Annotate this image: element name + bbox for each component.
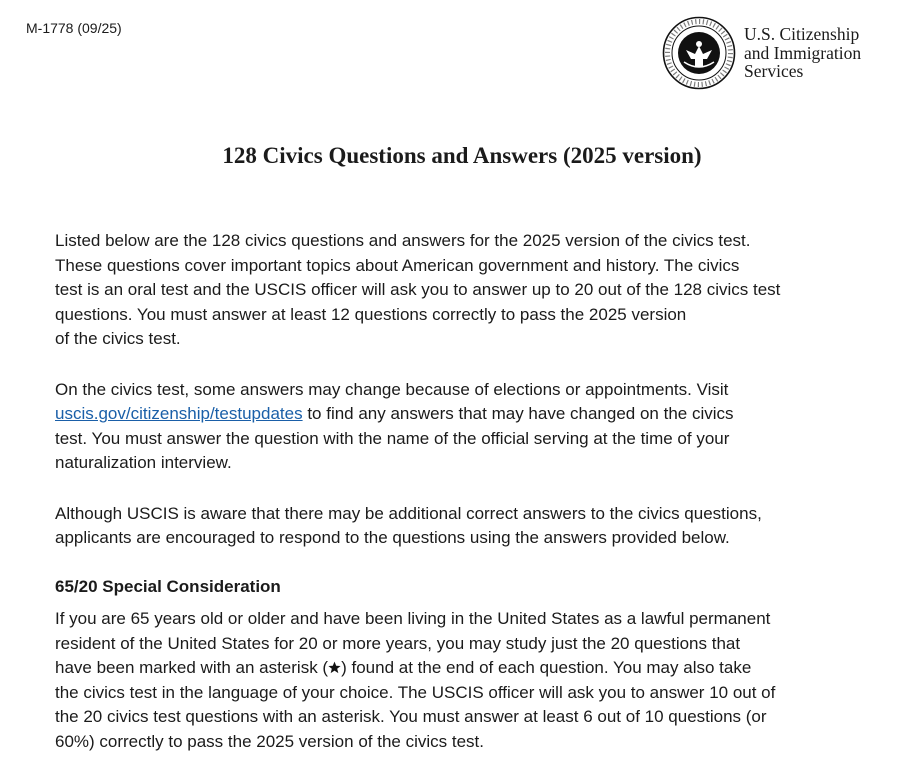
- test-updates-link[interactable]: uscis.gov/citizenship/testupdates: [55, 404, 303, 423]
- additional-line: applicants are encouraged to respond to the questions using the answers provided below.: [55, 528, 730, 547]
- special-line-suffix: ) found at the end of each question. You may also take: [341, 658, 752, 677]
- updates-line: On the civics test, some answers may change because of elections or appointments. Visit: [55, 379, 729, 399]
- updates-line: test. You must answer the question with the name of the official serving at the time of your: [55, 428, 730, 448]
- agency-header: [662, 16, 861, 90]
- page-title: 128 Civics Questions and Answers (2025 version): [222, 143, 702, 168]
- dhs-seal-icon: [662, 16, 736, 90]
- updates-line-suffix: to find any answers that may have changed on the civics: [302, 404, 734, 423]
- agency-name-line-3: Services: [744, 61, 804, 81]
- agency-name-line-2: and Immigration: [744, 42, 862, 63]
- intro-line: questions. You must answer at least 12 questions correctly to pass the 2025 version: [55, 304, 687, 324]
- updates-paragraph: [55, 378, 895, 476]
- agency-name-line-1: U.S. Citizenship: [744, 24, 860, 44]
- intro-line: of the civics test.: [55, 329, 181, 348]
- updates-line-with-link: [55, 402, 895, 427]
- additional-line: Although USCIS is aware that there may be additional correct answers to the civics questions,: [55, 503, 762, 523]
- special-line: resident of the United States for 20 or more years, you may study just the 20 questions that: [55, 633, 741, 653]
- star-icon: [328, 661, 341, 674]
- intro-paragraph: [55, 229, 895, 352]
- additional-answers-paragraph: [55, 502, 895, 551]
- special-consideration-paragraph: [55, 607, 895, 754]
- intro-line: test is an oral test and the USCIS officer will ask you to answer up to 20 out of the 128 civics test: [55, 280, 781, 299]
- special-line: the 20 civics test questions with an asterisk. You must answer at least 6 out of 10 questions (or: [55, 707, 767, 726]
- special-line-prefix: have been marked with an asterisk (: [55, 658, 329, 677]
- agency-name: [744, 25, 861, 81]
- special-line: the civics test in the language of your choice. The USCIS officer will ask you to answer 10 out of: [55, 682, 776, 702]
- special-line: If you are 65 years old or older and have been living in the United States as a lawful permanent: [55, 609, 771, 628]
- intro-line: These questions cover important topics about American government and history. The civics: [55, 255, 740, 275]
- updates-line: naturalization interview.: [55, 453, 232, 472]
- form-number: M-1778 (09/25): [26, 20, 122, 36]
- special-consideration-heading: 65/20 Special Consideration: [55, 576, 281, 596]
- special-line-with-star: [55, 656, 895, 681]
- intro-line: Listed below are the 128 civics questions and answers for the 2025 version of the civics test.: [55, 231, 751, 250]
- document-body: [55, 229, 895, 780]
- special-line: 60%) correctly to pass the 2025 version of the civics test.: [55, 731, 484, 751]
